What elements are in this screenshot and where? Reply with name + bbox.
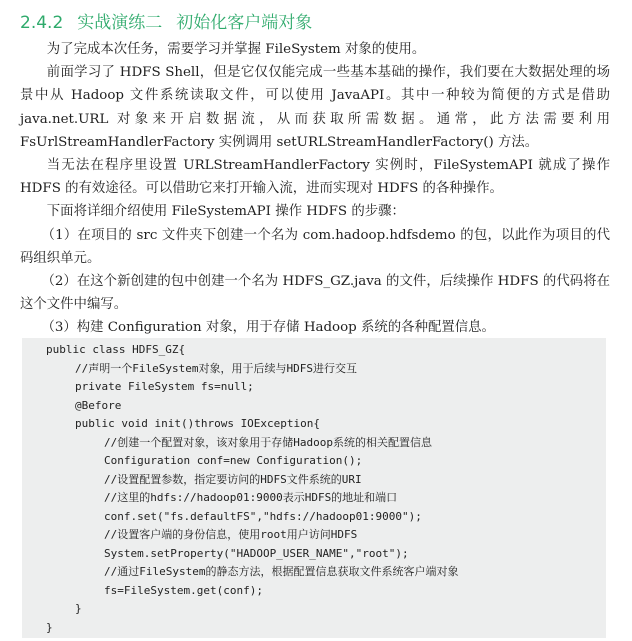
paragraph-steps-intro: 下面将详细介绍使用 FileSystemAPI 操作 HDFS 的步骤： xyxy=(46,204,405,220)
section-title-part1: 实战演练二 xyxy=(77,13,163,33)
code-comment-line: //这里的hdfs://hadoop01:9000表示HDFS的地址和端口 xyxy=(104,491,398,504)
code-line: fs=FileSystem.get(conf); xyxy=(104,583,263,597)
section-number: 2.4.2 xyxy=(20,13,64,33)
section-title-part2: 初始化客户端对象 xyxy=(176,13,313,33)
code-comment-line: //通过FileSystem的静态方法，根据配置信息获取文件系统客户端对象 xyxy=(104,565,459,578)
code-comment-line: //声明一个FileSystem对象，用于后续与HDFS进行交互 xyxy=(75,361,357,375)
code-line: } xyxy=(75,602,82,615)
code-comment-line: //设置客户端的身份信息，使用root用户访问HDFS xyxy=(104,528,358,541)
code-comment-line: //设置配置参数，指定要访问的HDFS文件系统的URI xyxy=(104,472,362,486)
code-line: System.setProperty("HADOOP_USER_NAME","root"); xyxy=(104,546,409,560)
step-item: （3）构建 Configuration 对象，用于存储 Hadoop 系统的各种配置信息。 xyxy=(41,320,495,336)
body-text xyxy=(20,38,610,340)
section-heading xyxy=(20,10,312,36)
step-item: （2）在这个新创建的包中创建一个名为 HDFS_GZ.java 的文件，后续操作 HDFS 的代码将在这个文件中编写。 xyxy=(20,274,610,313)
code-annotation-line: @Before xyxy=(75,398,122,412)
code-line: public class HDFS_GZ{ xyxy=(46,343,186,356)
step-item: （1）在项目的 src 文件夹下创建一个名为 com.hadoop.hdfsdemo 的包，以此作为项目的代码组织单元。 xyxy=(20,227,610,266)
paragraph-intro: 为了完成本次任务，需要学习并掌握 FileSystem 对象的使用。 xyxy=(46,42,426,57)
code-line: Configuration conf=new Configuration(); xyxy=(104,454,363,467)
code-line: public void init()throws IOException{ xyxy=(75,417,321,430)
code-line: conf.set("fs.defaultFS","hdfs://hadoop01:9000"); xyxy=(104,509,422,523)
code-comment-line: //创建一个配置对象，该对象用于存储Hadoop系统的相关配置信息 xyxy=(104,435,432,449)
code-line: private FileSystem fs=null; xyxy=(75,380,254,393)
code-block xyxy=(22,338,606,638)
code-line: } xyxy=(46,620,53,634)
paragraph-filesystem-api: 当无法在程序里设置 URLStreamHandlerFactory 实例时，FileSystemAPI 就成了操作 HDFS 的有效途径。可以借助它来打开输入流，进而实现对 HDFS 的各种操作。 xyxy=(20,158,610,197)
paragraph-hdfs-shell: 前面学习了 HDFS Shell，但是它仅仅能完成一些基本基础的操作，我们要在大数据处理的场景中从 Hadoop 文件系统读取文件，可以使用 JavaAPI。其中一种较为简便的方式是借助 java.net.URL 对象来开启数据流，从而获取所需数据。通常，此方法需要利用 FsUrlStreamHandlerFactory 实例调用 setURLStreamHandlerFactory() 方法。 xyxy=(20,65,610,150)
